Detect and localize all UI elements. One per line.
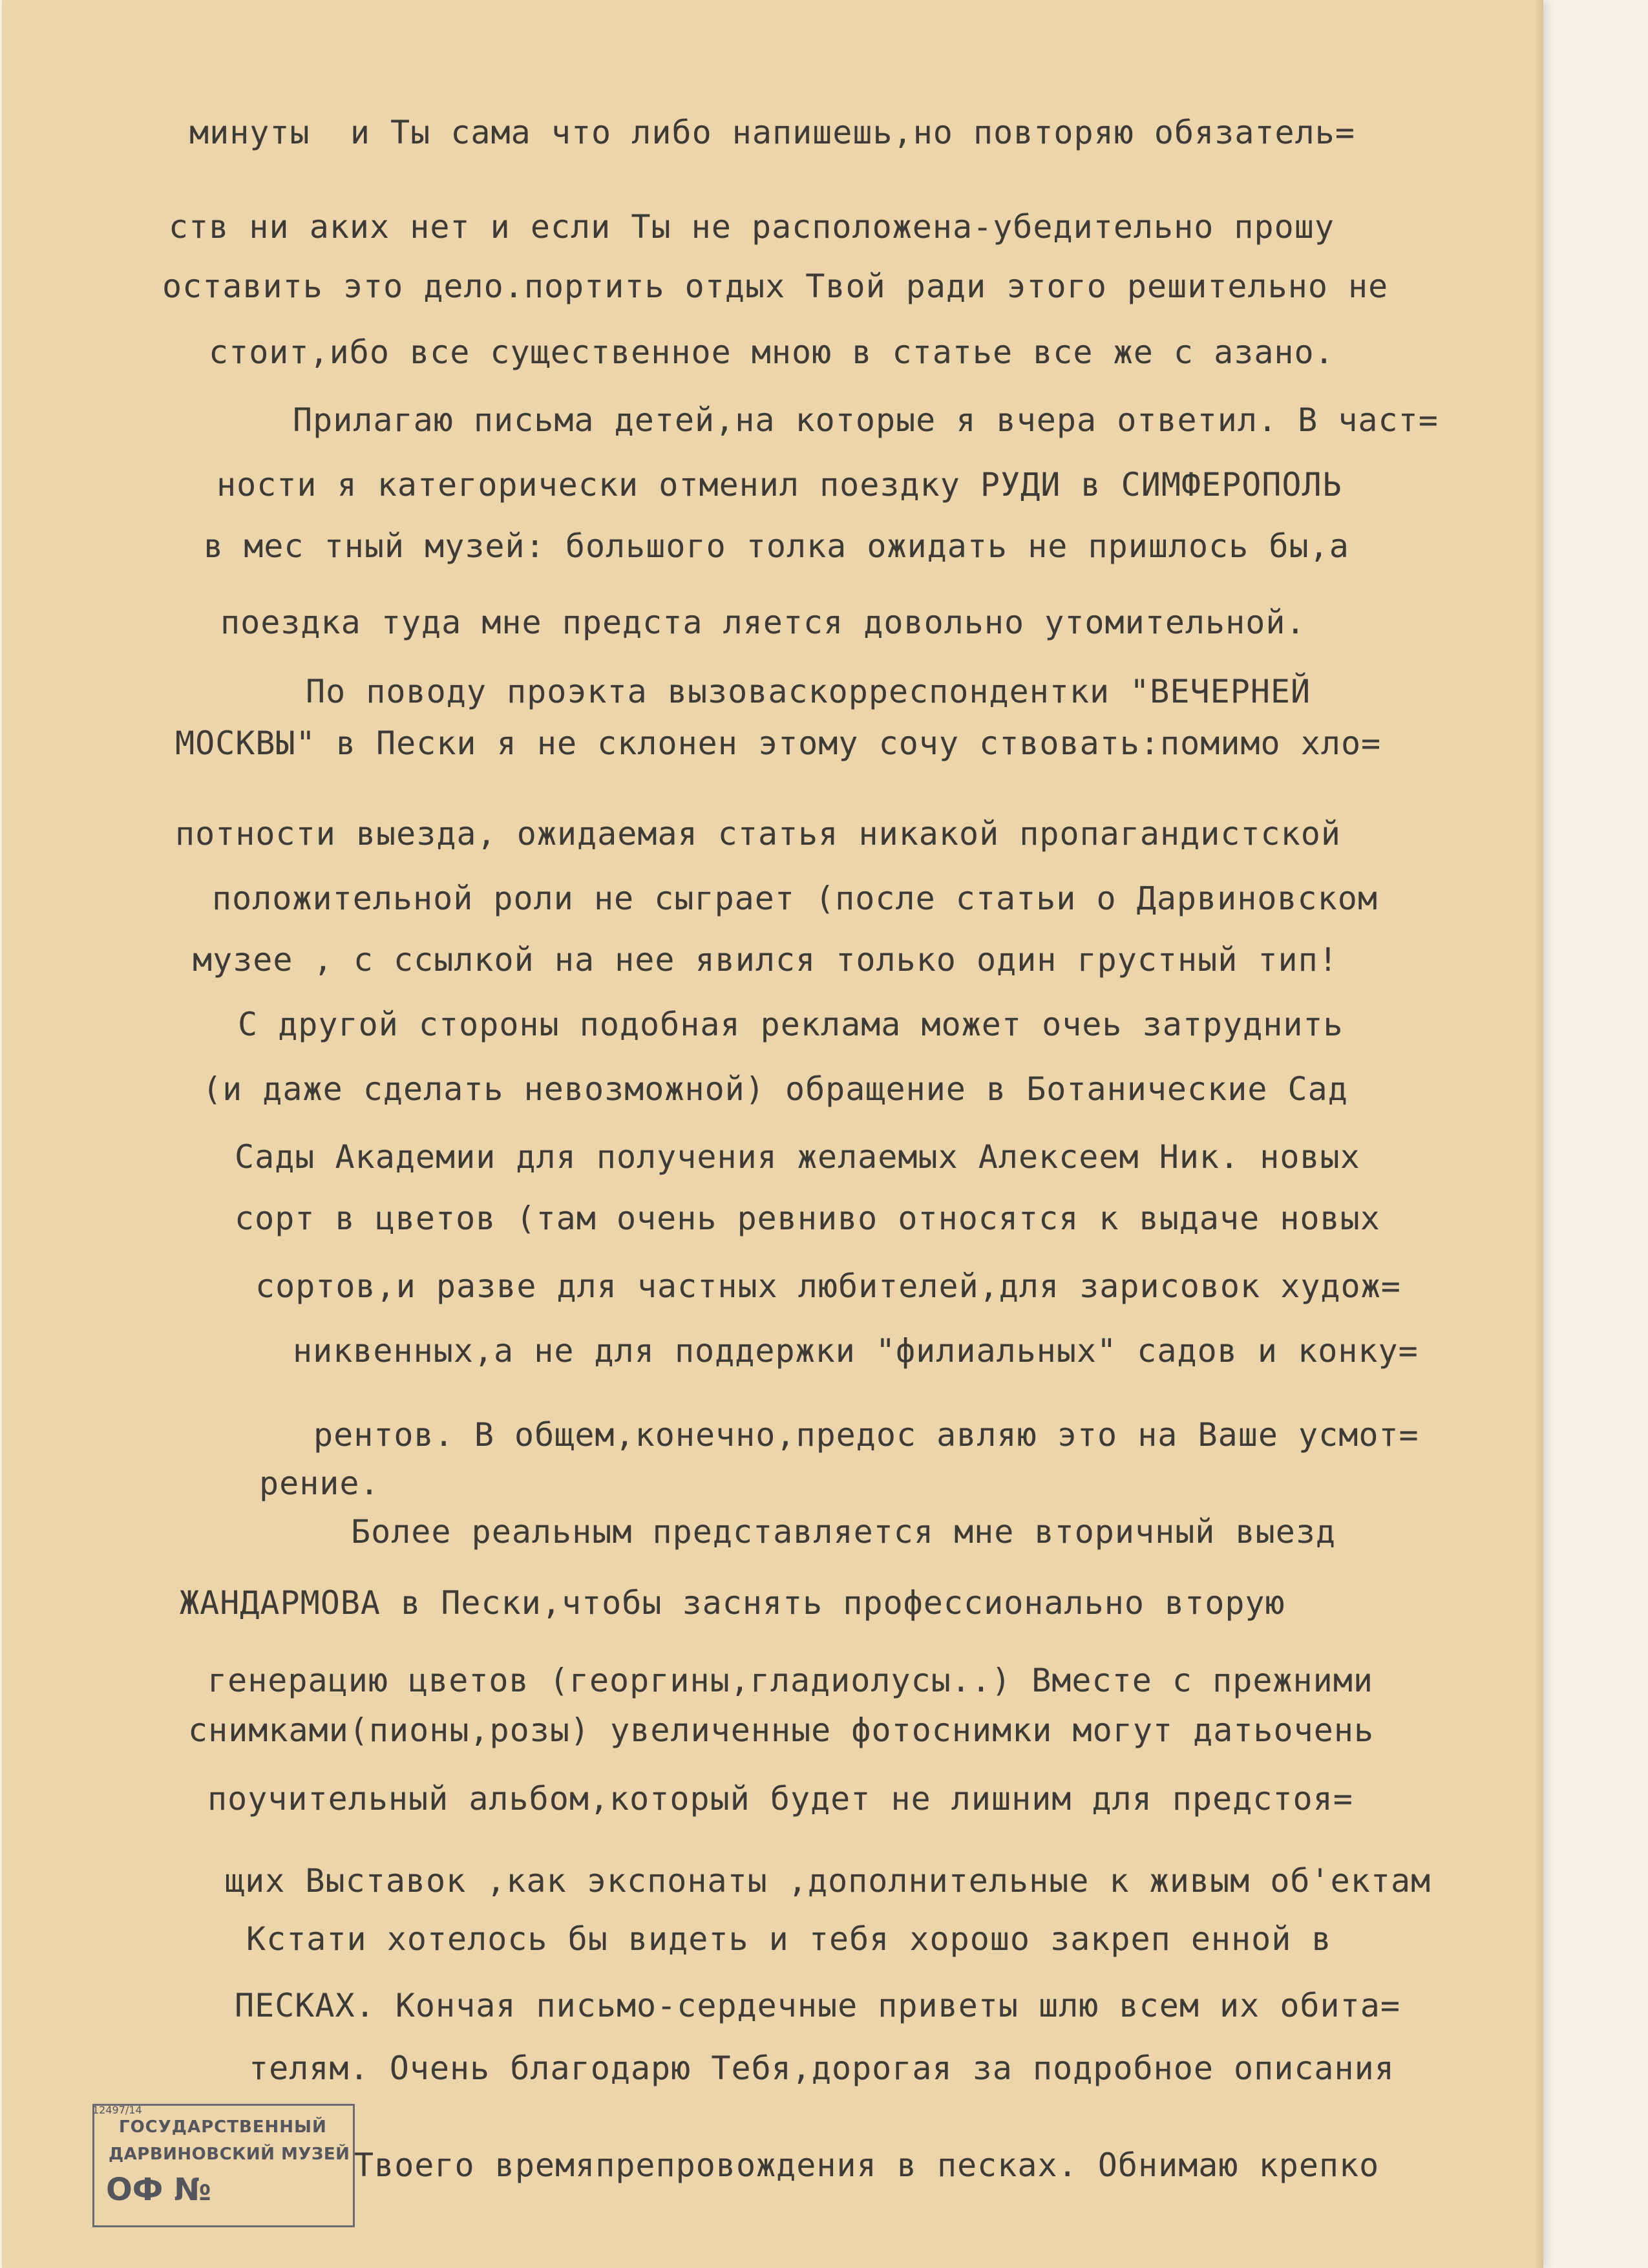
letter-line: МОСКВЫ" в Пески я не склонен этому сочу ствовать:помимо хло= (175, 725, 1382, 762)
letter-line: Сады Академии для получения желаемых Алексеем Ник. новых (235, 1138, 1360, 1176)
letter-line: ЖАНДАРМОВА в Пески,чтобы заснять профессионально вторую (180, 1584, 1285, 1622)
letter-line: положительной роли не сыграет (после статьи о Дарвиновском (212, 880, 1378, 917)
stamp-inventory-label: ОФ № (106, 2172, 211, 2208)
letter-line: в мес тный музей: большого толка ожидать не пришлось бы,а (204, 527, 1349, 565)
stamp-inventory-number: 12497/14 (92, 2104, 142, 2116)
letter-line: (и даже сделать невозможной) обращение в Ботанические Сад (202, 1070, 1348, 1108)
letter-line: сорт в цветов (там очень ревниво относятся к выдаче новых (235, 1200, 1380, 1237)
stamp-museum-state: ГОСУДАРСТВЕННЫЙ (119, 2117, 327, 2137)
letter-line: Более реальным представляется мне вторичный выезд (351, 1513, 1336, 1551)
letter-line: ПЕСКАХ. Кончая письмо-сердечные приветы шлю всем их обита= (235, 1987, 1400, 2024)
letter-line: ств ни аких нет и если Ты не расположена-убедительно прошу (169, 208, 1335, 246)
letter-line: ности я категорически отменил поездку РУДИ в СИМФЕРОПОЛЬ (217, 466, 1342, 503)
letter-line: оставить это дело.портить отдых Твой ради этого решительно не (162, 268, 1389, 305)
letter-line: минуты и Ты сама что либо напишешь,но повторяю обязатель= (189, 114, 1355, 151)
letter-line: музее , с ссылкой на нее явился только один грустный тип! (193, 941, 1338, 979)
letter-line: никвенных,а не для поддержки "филиальных" садов и конку= (293, 1332, 1419, 1370)
letter-line: телям. Очень благодарю Тебя,дорогая за подробное описания (249, 2050, 1395, 2087)
letter-line: С другой стороны подобная реклама может очеь затруднить (238, 1006, 1344, 1043)
stamp-museum-name: ДАРВИНОВСКИЙ МУЗЕЙ (109, 2145, 350, 2164)
museum-stamp (92, 2104, 355, 2227)
letter-page (2, 0, 1543, 2268)
letter-line: Твоего времяпрепровождения в песках. Обнимаю крепко (354, 2146, 1380, 2184)
letter-line: поездка туда мне предста ляется довольно утомительной. (220, 604, 1306, 641)
letter-line: снимками(пионы,розы) увеличенные фотоснимки могут датьочень (188, 1712, 1375, 1749)
page-edge-shadow (1534, 0, 1543, 2268)
letter-line: стоит,ибо все существенное мною в статье все же с азано. (209, 334, 1335, 371)
letter-line: рение. (259, 1465, 380, 1502)
letter-line: Прилагаю письма детей,на которые я вчера ответил. В част= (293, 401, 1439, 439)
letter-line: Кстати хотелось бы видеть и тебя хорошо закреп енной в (246, 1920, 1332, 1958)
letter-line: рентов. В общем,конечно,предос авляю это на Ваше усмот= (313, 1416, 1419, 1454)
letter-line: сортов,и разве для частных любителей,для зарисовок худож= (255, 1267, 1401, 1305)
letter-line: потности выезда, ожидаемая статья никакой пропагандистской (175, 815, 1341, 853)
letter-line: По поводу проэкта вызоваскорреспондентки "ВЕЧЕРНЕЙ (306, 673, 1311, 710)
letter-line: поучительный альбом,который будет не лишним для предстоя= (207, 1780, 1353, 1818)
letter-line: генерацию цветов (георгины,гладиолусы..) Вместе с прежними (207, 1662, 1373, 1699)
letter-line: щих Выставок ,как экспонаты ,дополнительные к живым об'ектам (225, 1862, 1431, 1900)
